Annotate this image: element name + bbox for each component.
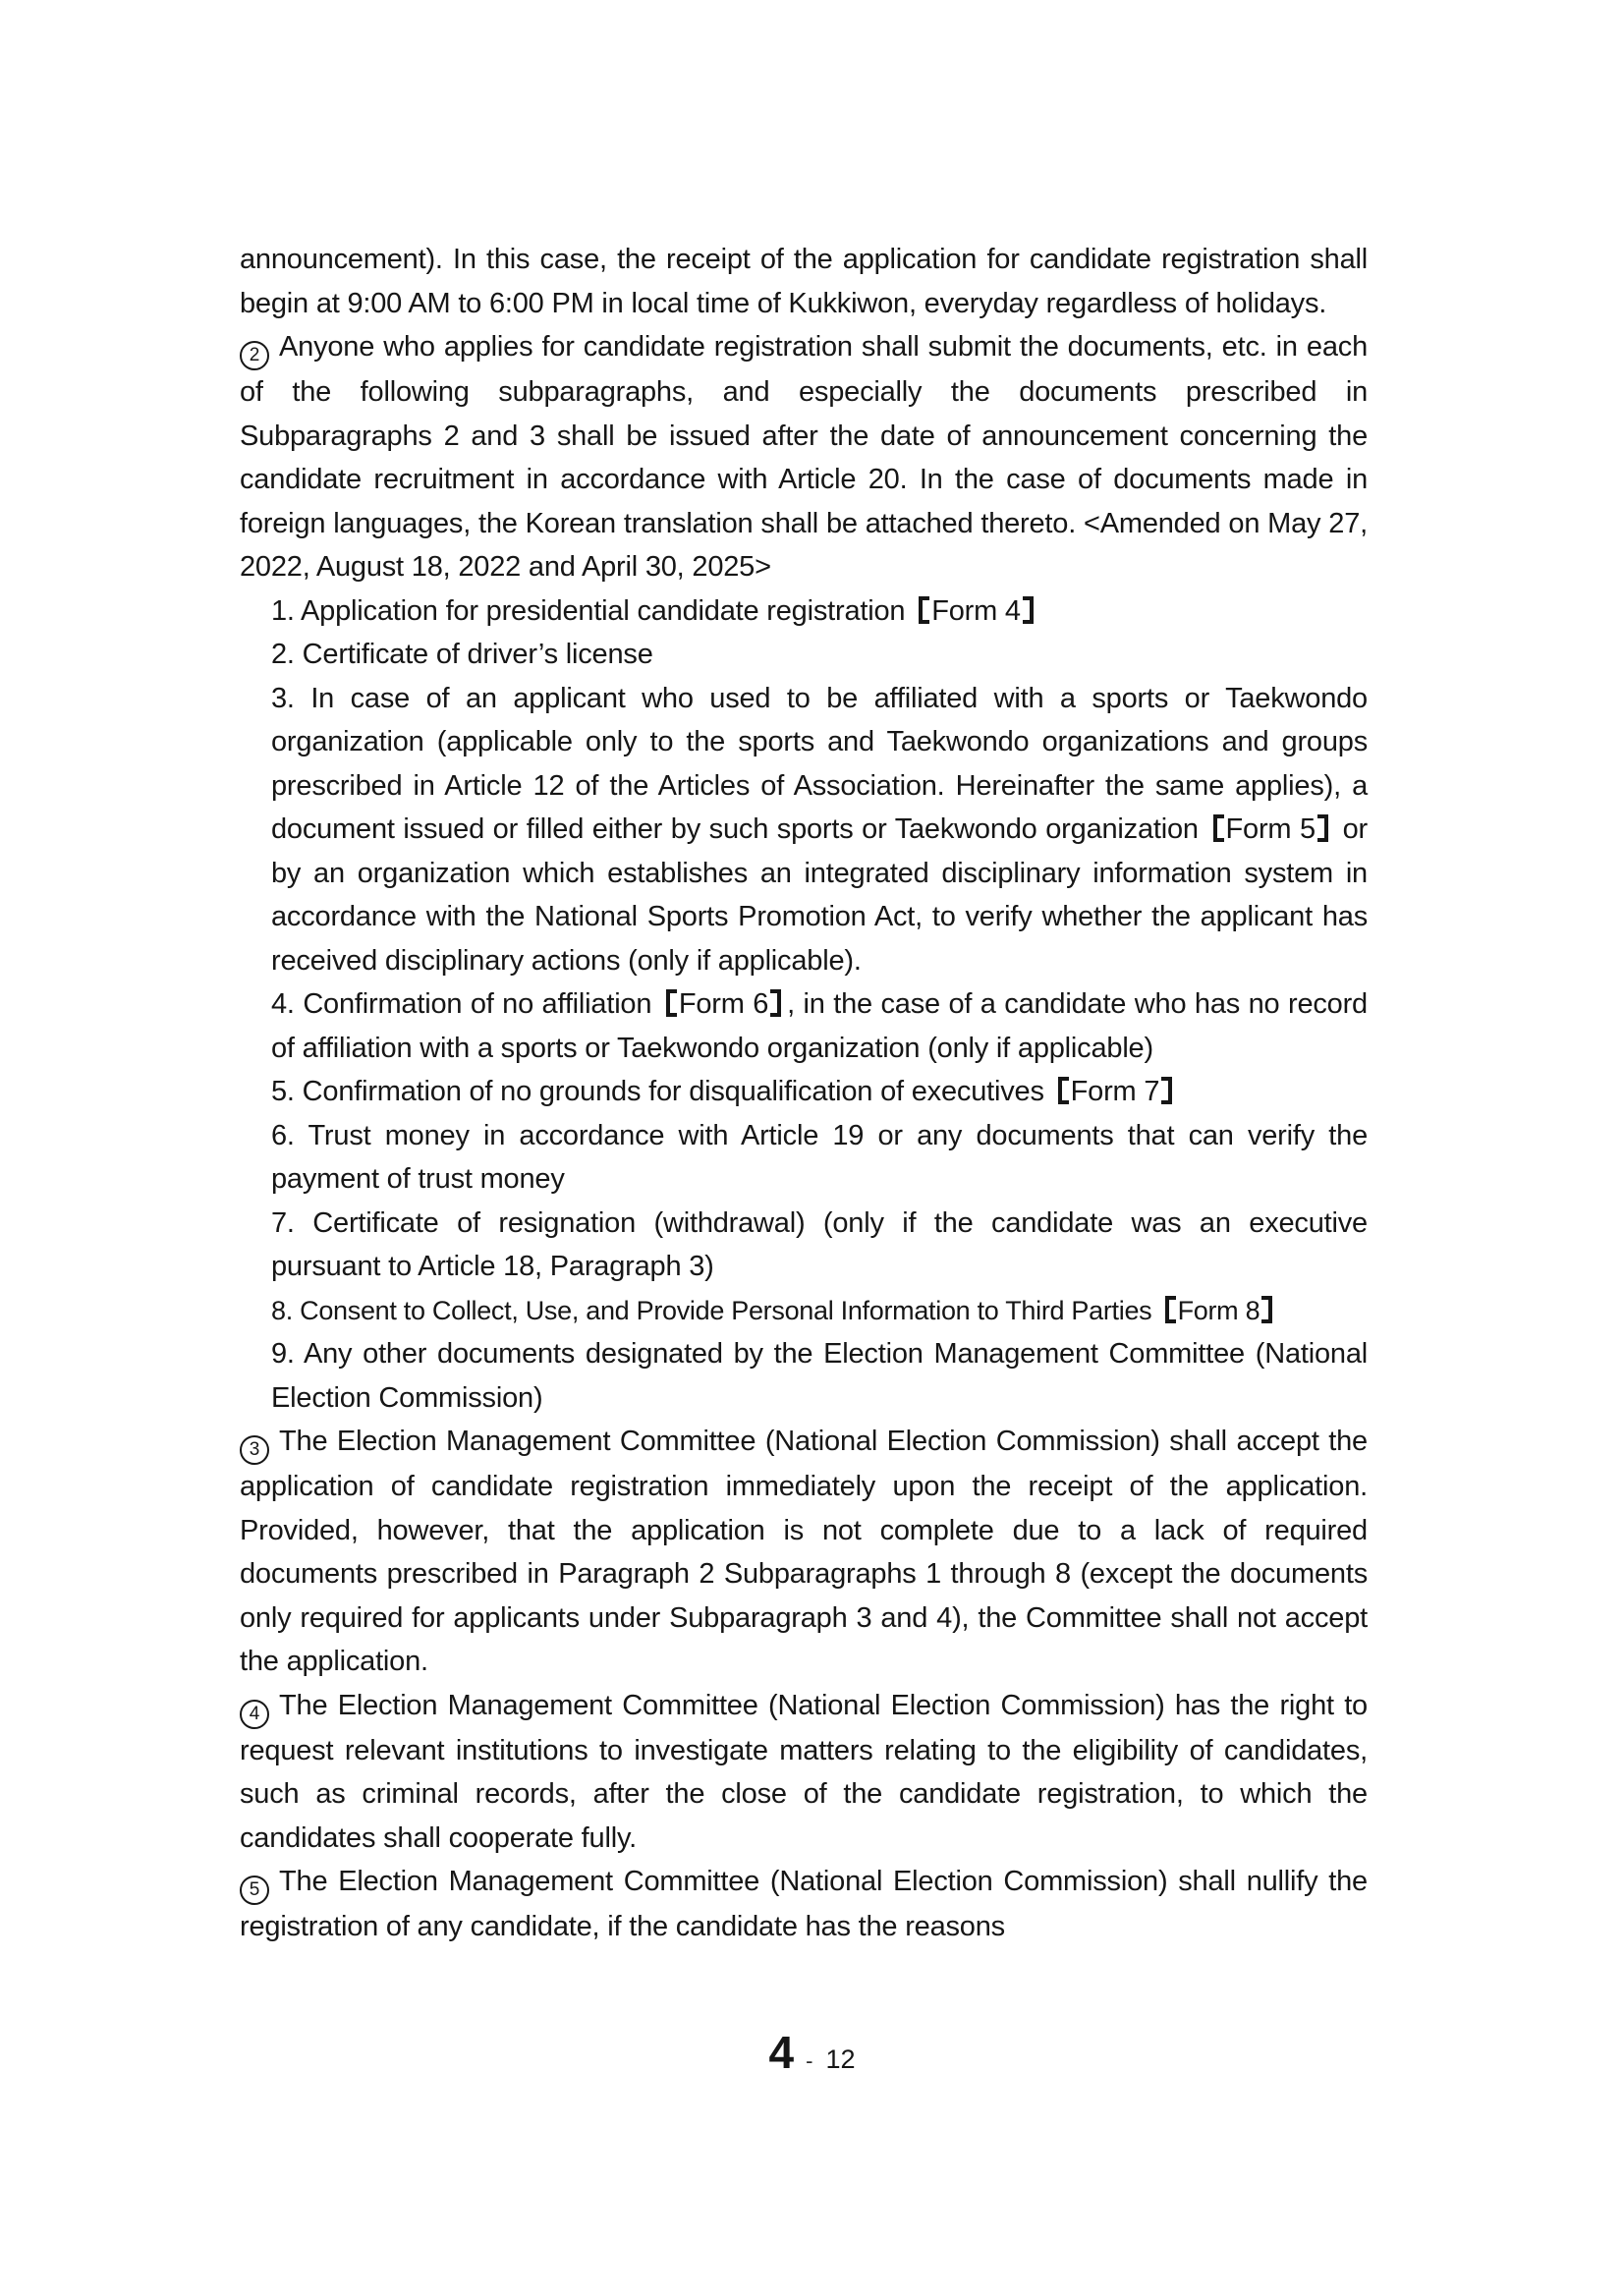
document-body xyxy=(240,238,1368,1949)
paragraph xyxy=(240,325,1368,589)
list-item: 4. Confirmation of no affiliation Form 6 , in the case of a candidate who has no record of affiliation with a sports or Taekwondo organization (only if applicable) xyxy=(271,988,1368,1064)
lenticular-bracket-right-icon xyxy=(1317,814,1328,842)
paragraph xyxy=(240,238,1368,325)
list-item: 8. Consent to Collect, Use, and Provide Personal Information to Third Parties Form 8 xyxy=(240,1289,1368,1333)
circled-number-marker: 5 xyxy=(240,1876,269,1905)
circled-number-marker: 2 xyxy=(240,341,269,370)
list-item: 2. Certificate of driver’s license xyxy=(271,639,653,670)
paragraph xyxy=(240,1860,1368,1949)
circled-number-marker: 3 xyxy=(240,1435,269,1465)
page-footer xyxy=(0,2026,1624,2079)
lenticular-bracket-right-icon xyxy=(1261,1296,1272,1323)
circled-number-marker: 4 xyxy=(240,1700,269,1729)
list-item: 6. Trust money in accordance with Article 19 or any documents that can verify the payment of trust money xyxy=(271,1119,1368,1195)
paragraph-text: The Election Management Committee (National Election Commission) shall accept the application of candidate registration immediately upon the receipt of the application. Provided, however, that the application is not complete due to a lack of required documents prescribed in Paragraph 2 Subparagraphs 1 through 8 (except the documents only required for applicants under Subparagraph 3 and 4), the Committee shall not accept the application. xyxy=(240,1426,1368,1677)
paragraph xyxy=(240,1684,1368,1861)
page-number-separator: - xyxy=(806,2048,813,2073)
paragraph-text: The Election Management Committee (National Election Commission) has the right to request relevant institutions to investigate matters relating to the eligibility of candidates, such as criminal records, after the close of the candidate registration, to which the candidates shall cooperate fully. xyxy=(240,1689,1368,1854)
list-item: 7. Certificate of resignation (withdrawal) (only if the candidate was an executive pursuant to Article 18, Paragraph 3) xyxy=(271,1206,1368,1282)
list-item: 9. Any other documents designated by the Election Management Committee (National Election Commission) xyxy=(271,1338,1368,1414)
paragraph-text: The Election Management Committee (National Election Commission) shall nullify the registration of any candidate, if the candidate has the reasons xyxy=(240,1866,1368,1942)
lenticular-bracket-right-icon xyxy=(770,989,781,1017)
paragraph-text: announcement). In this case, the receipt of the application for candidate registration shall begin at 9:00 AM to 6:00 PM in local time of Kukkiwon, everyday regardless of holidays. xyxy=(240,244,1368,319)
total-pages: 12 xyxy=(825,2044,856,2074)
list-item: 1. Application for presidential candidate registration Form 4 xyxy=(240,589,1368,634)
lenticular-bracket-left-icon xyxy=(1213,814,1224,842)
page-number: 4 xyxy=(768,2027,794,2078)
lenticular-bracket-left-icon xyxy=(666,989,677,1017)
list-item: 3. In case of an applicant who used to be affiliated with a sports or Taekwondo organization (applicable only to the sports and Taekwondo organizations and groups prescribed in Article 12 of the Articles of Association. Hereinafter the same applies), a document issued or filled either by such sports or Taekwondo organization Form 5 or by an organization which establishes an integrated disciplinary information system in accordance with the National Sports Promotion Act, to verify whether the applicant has received disciplinary actions (only if applicable). xyxy=(271,682,1368,977)
lenticular-bracket-right-icon xyxy=(1023,596,1034,624)
lenticular-bracket-left-icon xyxy=(1058,1077,1069,1104)
lenticular-bracket-left-icon xyxy=(1165,1296,1176,1323)
list-item: 5. Confirmation of no grounds for disqualification of executives Form 7 xyxy=(240,1070,1368,1114)
lenticular-bracket-right-icon xyxy=(1161,1077,1172,1104)
paragraph xyxy=(240,1420,1368,1684)
lenticular-bracket-left-icon xyxy=(919,596,929,624)
paragraph-text: Anyone who applies for candidate registration shall submit the documents, etc. in each of the following subparagraphs, and especially the documents prescribed in Subparagraphs 2 and 3 shall be issued after the date of announcement concerning the candidate recruitment in accordance with Article 20. In the case of documents made in foreign languages, the Korean translation shall be attached thereto. <Amended on May 27, 2022, August 18, 2022 and April 30, 2025> xyxy=(240,331,1368,583)
